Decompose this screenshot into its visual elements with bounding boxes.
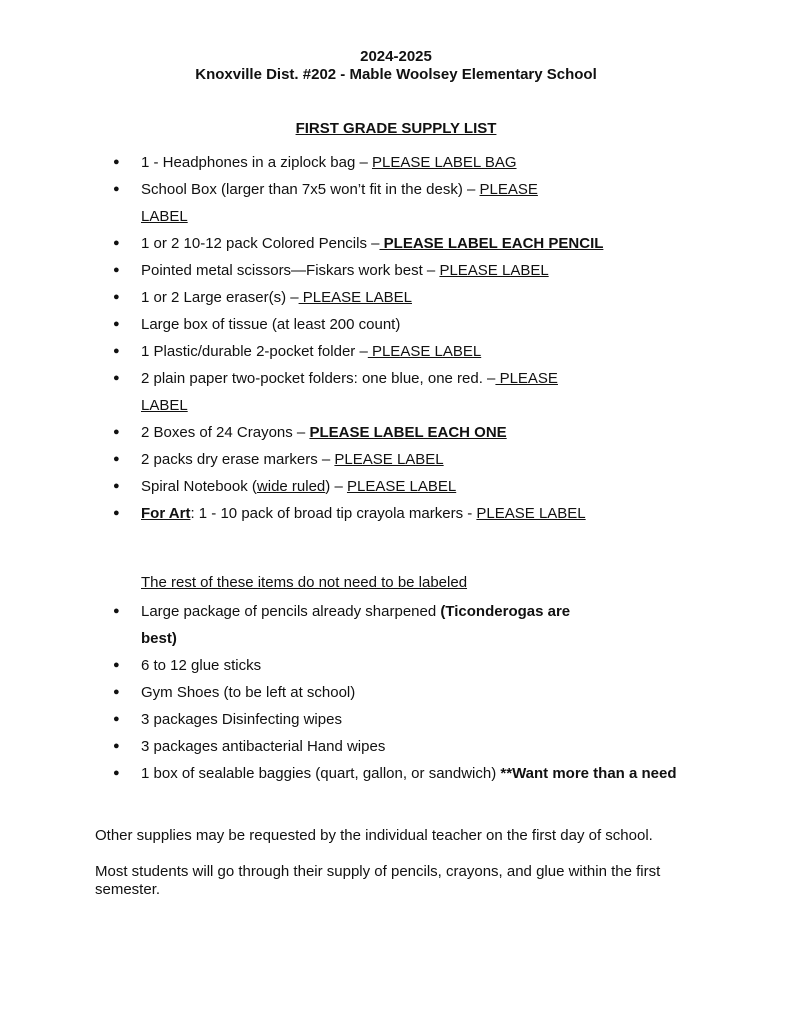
bullet-icon: ● bbox=[113, 183, 120, 195]
bullet-icon: ● bbox=[113, 713, 120, 725]
bullet-icon: ● bbox=[113, 480, 120, 492]
unlabeled-supply-list bbox=[113, 598, 753, 787]
bullet-icon: ● bbox=[113, 264, 120, 276]
list-item bbox=[113, 652, 753, 679]
list-item bbox=[113, 733, 753, 760]
label-instruction: PLEASE LABEL bbox=[346, 478, 457, 495]
school-name: Knoxville Dist. #202 - Mable Woolsey Elementary School bbox=[195, 66, 597, 83]
item-text: **Want more than a need bbox=[500, 765, 677, 782]
label-instruction: PLEASE LABEL bbox=[367, 343, 482, 360]
list-item bbox=[113, 176, 753, 230]
item-text: School Box (larger than 7x5 won’t fit in the desk) – bbox=[141, 181, 480, 198]
list-item bbox=[113, 419, 753, 446]
item-text: 2 packs dry erase markers – bbox=[141, 451, 335, 468]
list-item bbox=[113, 284, 753, 311]
bullet-icon: ● bbox=[113, 156, 120, 168]
label-instruction: PLEASE LABEL bbox=[476, 505, 586, 522]
item-text: 3 packages antibacterial Hand wipes bbox=[141, 738, 386, 755]
label-instruction: PLEASE LABEL bbox=[334, 451, 444, 468]
item-text: : 1 - 10 pack of broad tip crayola markers - bbox=[190, 505, 477, 522]
bullet-icon: ● bbox=[113, 291, 120, 303]
bullet-icon: ● bbox=[113, 507, 120, 519]
item-text: ) – bbox=[325, 478, 347, 495]
list-item bbox=[113, 311, 753, 338]
item-text: 1 Plastic/durable 2-pocket folder – bbox=[141, 343, 368, 360]
label-instruction: PLEASE LABEL EACH ONE bbox=[309, 424, 507, 441]
item-text: 1 box of sealable baggies (quart, gallon, or sandwich) bbox=[141, 765, 501, 782]
bullet-icon: ● bbox=[113, 453, 120, 465]
item-text: 3 packages Disinfecting wipes bbox=[141, 711, 342, 728]
label-instruction: wide ruled bbox=[256, 478, 326, 495]
page-title: FIRST GRADE SUPPLY LIST bbox=[295, 120, 497, 137]
bullet-icon: ● bbox=[113, 318, 120, 330]
bullet-icon: ● bbox=[113, 426, 120, 438]
label-instruction: PLEASE LABEL bbox=[298, 289, 412, 306]
item-text: Gym Shoes (to be left at school) bbox=[141, 684, 356, 701]
bullet-icon: ● bbox=[113, 740, 120, 752]
list-item bbox=[113, 500, 753, 527]
item-text: best) bbox=[141, 630, 177, 647]
item-text: Large package of pencils already sharpened bbox=[141, 603, 441, 620]
item-text: (Ticonderogas are bbox=[440, 603, 571, 620]
bullet-icon: ● bbox=[113, 345, 120, 357]
bullet-icon: ● bbox=[113, 767, 120, 779]
note-other-supplies: Other supplies may be requested by the individual teacher on the first day of school. bbox=[95, 827, 653, 844]
label-instruction: For Art bbox=[141, 505, 191, 522]
label-instruction: PLEASE bbox=[495, 370, 558, 387]
item-text: 6 to 12 glue sticks bbox=[141, 657, 262, 674]
label-instruction: LABEL bbox=[141, 208, 188, 225]
label-instruction: PLEASE LABEL BAG bbox=[371, 154, 517, 171]
label-instruction: PLEASE LABEL EACH PENCIL bbox=[379, 235, 604, 252]
item-text: Spiral Notebook ( bbox=[141, 478, 257, 495]
item-text: 2 Boxes of 24 Crayons – bbox=[141, 424, 310, 441]
note-students-supply: Most students will go through their supply of pencils, crayons, and glue within the first semester. bbox=[95, 863, 661, 898]
list-item bbox=[113, 257, 753, 284]
list-item bbox=[113, 760, 753, 787]
bullet-icon: ● bbox=[113, 605, 120, 617]
labeled-supply-list bbox=[113, 149, 753, 527]
list-item bbox=[113, 473, 753, 500]
item-text: 1 or 2 Large eraser(s) – bbox=[141, 289, 299, 306]
item-text: Large box of tissue (at least 200 count) bbox=[141, 316, 401, 333]
bullet-icon: ● bbox=[113, 372, 120, 384]
item-text: Pointed metal scissors—Fiskars work best – bbox=[141, 262, 440, 279]
item-text: 2 plain paper two-pocket folders: one blue, one red. – bbox=[141, 370, 496, 387]
list-item bbox=[113, 598, 753, 652]
item-text: 1 - Headphones in a ziplock bag – bbox=[141, 154, 372, 171]
label-instruction: LABEL bbox=[141, 397, 188, 414]
list-item bbox=[113, 230, 753, 257]
bullet-icon: ● bbox=[113, 686, 120, 698]
school-year: 2024-2025 bbox=[360, 48, 432, 65]
list-item bbox=[113, 365, 753, 419]
list-item bbox=[113, 149, 753, 176]
list-item bbox=[113, 446, 753, 473]
list-item bbox=[113, 338, 753, 365]
item-text: 1 or 2 10-12 pack Colored Pencils – bbox=[141, 235, 380, 252]
list-item bbox=[113, 679, 753, 706]
unlabeled-heading: The rest of these items do not need to be labeled bbox=[141, 574, 468, 591]
bullet-icon: ● bbox=[113, 237, 120, 249]
label-instruction: PLEASE LABEL bbox=[439, 262, 549, 279]
bullet-icon: ● bbox=[113, 659, 120, 671]
label-instruction: PLEASE bbox=[479, 181, 538, 198]
list-item bbox=[113, 706, 753, 733]
